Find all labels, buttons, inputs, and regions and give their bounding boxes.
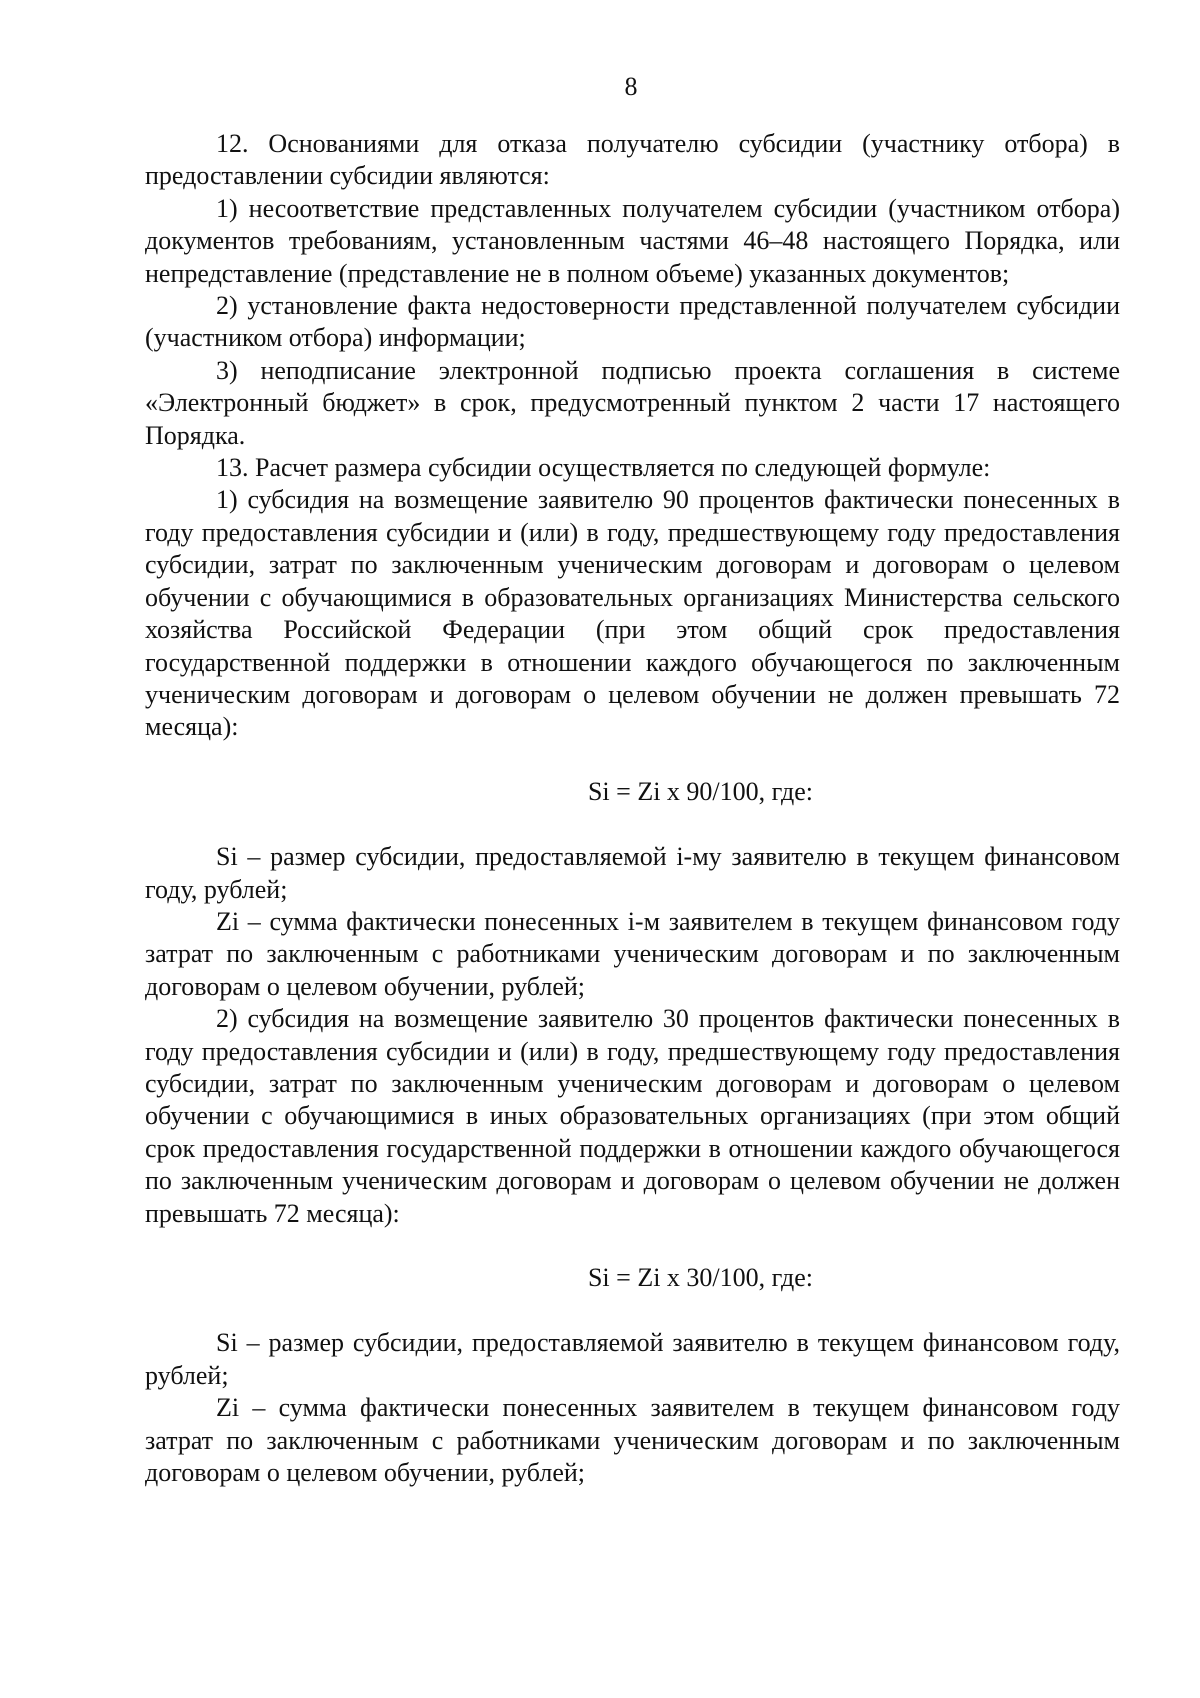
paragraph-13-item-2: 2) субсидия на возмещение заявителю 30 процентов фактически понесенных в году предоставления субсидии и (или) в году, предшествующему году предоставления субсидии, затрат по заключенным ученическим договорам и договорам о целевом обучении с обучающимися в иных образовательных организациях (при этом общий срок предоставления государственной поддержки в отношении каждого обучающегося по заключенным ученическим договорам и договорам о целевом обучении не должен превышать 72 месяца): bbox=[145, 1004, 1120, 1228]
definition-si-second: Si – размер субсидии, предоставляемой заявителю в текущем финансовом году, рублей; bbox=[145, 1328, 1120, 1390]
paragraph-12-item-1: 1) несоответствие представленных получателем субсидии (участником отбора) документов требованиям, установленным частями 46–48 настоящего Порядка, или непредставление (представление не в полном объеме) указанных документов; bbox=[145, 193, 1120, 288]
paragraph-12-intro: 12. Основаниями для отказа получателю субсидии (участнику отбора) в предоставлении субсидии являются: bbox=[145, 129, 1120, 191]
paragraph-12-item-2: 2) установление факта недостоверности представленной получателем субсидии (участником отбора) информации; bbox=[145, 291, 1120, 353]
definition-zi-second: Zi – сумма фактически понесенных заявителем в текущем финансовом году затрат по заключенным с работниками ученическим договорам и по заключенным договорам о целевом обучении, рублей; bbox=[145, 1393, 1120, 1488]
paragraph-12-item-3: 3) неподписание электронной подписью проекта соглашения в системе «Электронный бюджет» в срок, предусмотренный пунктом 2 части 17 настоящего Порядка. bbox=[145, 355, 1120, 450]
formula-30-percent: Si = Zi x 30/100, где: bbox=[587, 1263, 814, 1292]
definition-si-first: Si – размер субсидии, предоставляемой i-му заявителю в текущем финансовом году, рублей; bbox=[145, 842, 1120, 904]
paragraph-13-intro: 13. Расчет размера субсидии осуществляется по следующей формуле: bbox=[216, 453, 991, 483]
paragraph-13-item-1: 1) субсидия на возмещение заявителю 90 процентов фактически понесенных в году предоставления субсидии и (или) в году, предшествующему году предоставления субсидии, затрат по заключенным ученическим договорам и договорам о целевом обучении с обучающимися в образовательных организациях Министерства сельского хозяйства Российской Федерации (при этом общий срок предоставления государственной поддержки в отношении каждого обучающегося по заключенным ученическим договорам и договорам о целевом обучении не должен превышать 72 месяца): bbox=[145, 485, 1120, 742]
document-body bbox=[145, 128, 1120, 1489]
definition-zi-first: Zi – сумма фактически понесенных i-м заявителем в текущем финансовом году затрат по заключенным с работниками ученическим договорам и по заключенным договорам о целевом обучении, рублей; bbox=[145, 906, 1120, 1001]
page-number: 8 bbox=[624, 72, 638, 101]
formula-90-percent: Si = Zi x 90/100, где: bbox=[587, 776, 814, 806]
